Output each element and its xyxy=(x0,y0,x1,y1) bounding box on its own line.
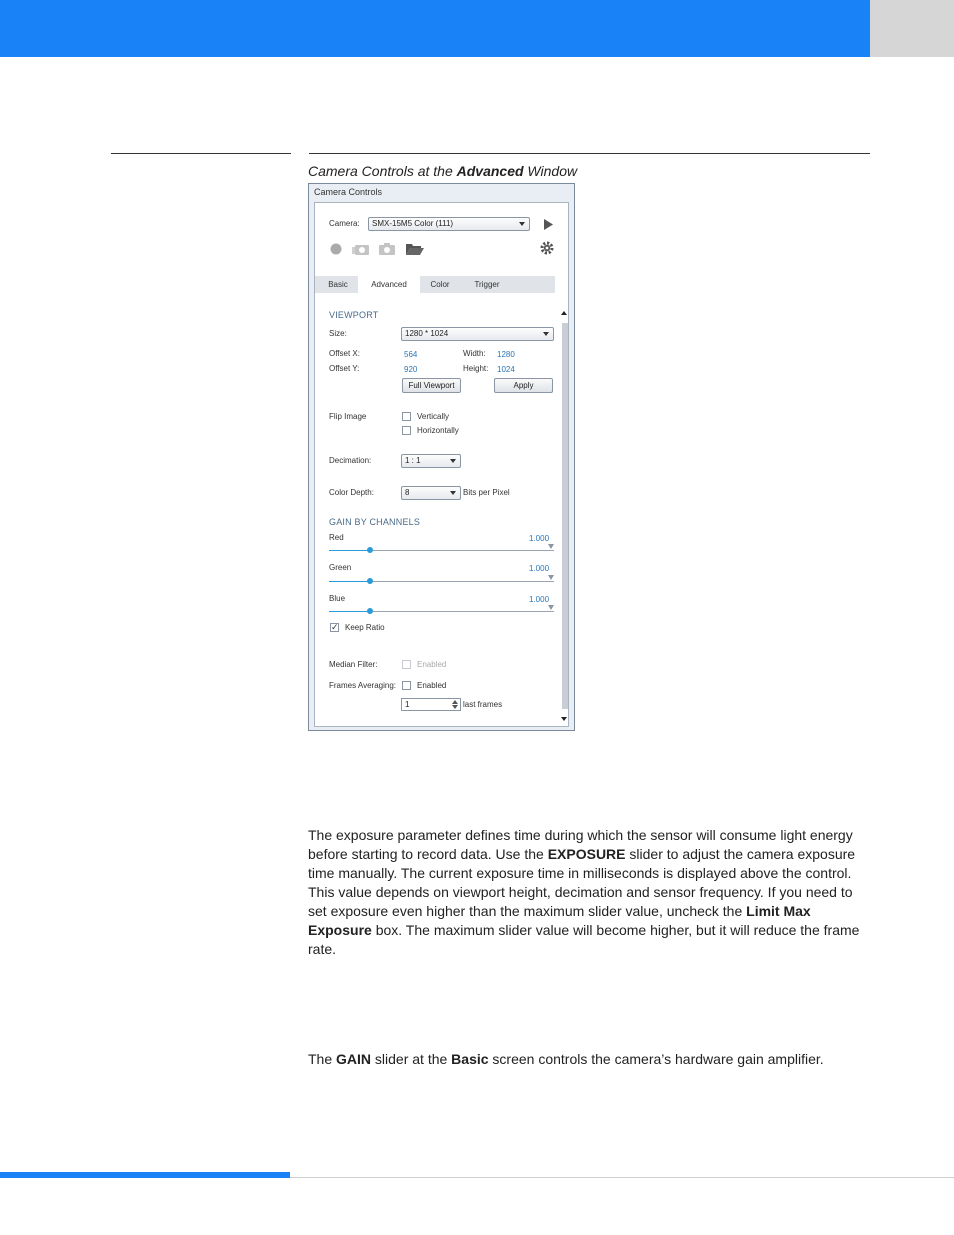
gain-blue-knob[interactable] xyxy=(367,608,373,614)
gear-icon[interactable] xyxy=(540,241,554,255)
color-depth-unit: Bits per Pixel xyxy=(463,488,510,497)
tab-advanced[interactable]: Advanced xyxy=(358,276,420,293)
tab-basic[interactable]: Basic xyxy=(328,280,348,289)
burst-camera-icon[interactable] xyxy=(352,242,370,256)
frames-averaging-enabled-label: Enabled xyxy=(417,681,447,690)
play-icon[interactable] xyxy=(544,219,553,230)
chevron-down-icon xyxy=(543,332,549,336)
color-depth-label: Color Depth: xyxy=(329,488,374,497)
window-content xyxy=(314,202,569,727)
frames-averaging-label: Frames Averaging: xyxy=(329,681,396,690)
gain-green-value[interactable]: 1.000 xyxy=(529,564,550,573)
flip-image-label: Flip Image xyxy=(329,412,367,421)
gain-red-label: Red xyxy=(329,533,344,542)
decimation-label: Decimation: xyxy=(329,456,372,465)
scrollbar-thumb[interactable] xyxy=(562,323,568,709)
chevron-down-icon xyxy=(519,222,525,226)
height-value[interactable]: 1024 xyxy=(497,365,515,374)
camera-label: Camera: xyxy=(329,219,360,228)
spin-arrows-icon[interactable] xyxy=(452,700,458,709)
frames-count-stepper[interactable]: 1 xyxy=(401,698,461,711)
camera-controls-window xyxy=(308,183,575,731)
chevron-down-icon xyxy=(450,459,456,463)
gain-red-knob[interactable] xyxy=(367,547,373,553)
section-rule-right xyxy=(309,153,870,154)
offset-x-label: Offset X: xyxy=(329,349,360,358)
section-rule-left xyxy=(111,153,291,154)
keep-ratio-label: Keep Ratio xyxy=(345,623,385,632)
frames-unit-label: last frames xyxy=(463,700,503,709)
gain-green-label: Green xyxy=(329,563,352,572)
footer-rule xyxy=(290,1177,954,1178)
decimation-select[interactable]: 1 : 1 xyxy=(401,454,461,468)
gain-green-fill xyxy=(329,581,370,582)
gain-red-fill xyxy=(329,550,370,551)
slider-max-marker xyxy=(548,575,554,580)
flip-vertically-label: Vertically xyxy=(417,412,450,421)
median-filter-label: Median Filter: xyxy=(329,660,378,669)
header-bar xyxy=(0,0,870,57)
offset-y-value[interactable]: 920 xyxy=(404,365,418,374)
width-value[interactable]: 1280 xyxy=(497,350,515,359)
figure-caption: Camera Controls at the Advanced Window xyxy=(308,163,578,179)
keep-ratio-checkbox[interactable] xyxy=(330,623,339,632)
camera-icon[interactable] xyxy=(379,242,395,256)
size-select[interactable]: 1280 * 1024 xyxy=(401,327,554,341)
tab-trigger[interactable]: Trigger xyxy=(474,280,500,289)
camera-select[interactable]: SMX-15M5 Color (111) xyxy=(368,217,530,231)
folder-open-icon[interactable] xyxy=(406,243,424,255)
height-label: Height: xyxy=(463,364,489,373)
checkmark-icon: ✓ xyxy=(331,622,339,632)
tab-color[interactable]: Color xyxy=(430,280,450,289)
full-viewport-button[interactable]: Full Viewport xyxy=(402,378,461,393)
offset-y-label: Offset Y: xyxy=(329,364,360,373)
slider-max-marker xyxy=(548,605,554,610)
median-filter-enabled-label: Enabled xyxy=(417,660,447,669)
flip-horizontally-checkbox[interactable] xyxy=(402,426,411,435)
scroll-up-icon[interactable] xyxy=(561,311,567,315)
gain-heading: GAIN BY CHANNELS xyxy=(329,517,421,527)
offset-x-value[interactable]: 564 xyxy=(404,350,418,359)
tab-bar xyxy=(315,276,555,293)
size-label: Size: xyxy=(329,329,347,338)
header-tab xyxy=(870,0,954,57)
frames-averaging-checkbox[interactable] xyxy=(402,681,411,690)
footer-bar xyxy=(0,1172,290,1178)
viewport-heading: VIEWPORT xyxy=(329,310,379,320)
color-depth-select[interactable]: 8 xyxy=(401,486,461,500)
gain-paragraph: The GAIN slider at the Basic screen controls the camera’s hardware gain amplifier. xyxy=(308,1051,824,1067)
scroll-down-icon[interactable] xyxy=(561,717,567,721)
gain-blue-value[interactable]: 1.000 xyxy=(529,595,550,604)
width-label: Width: xyxy=(463,349,486,358)
flip-horizontally-label: Horizontally xyxy=(417,426,459,435)
gain-green-knob[interactable] xyxy=(367,578,373,584)
gain-blue-label: Blue xyxy=(329,594,346,603)
median-filter-checkbox[interactable] xyxy=(402,660,411,669)
record-icon[interactable] xyxy=(330,243,342,255)
gain-blue-fill xyxy=(329,611,370,612)
chevron-down-icon xyxy=(450,491,456,495)
exposure-paragraph: The exposure parameter defines time during which the sensor will consume light energy before starting to record data. Use the EXPOSURE slider to adjust the camera exposure time manually. The current exposure time in milliseconds is displayed above the control. This value depends on viewport height, decimation and sensor frequency. If you need to set exposure even higher than the maximum slider value, uncheck the Limit Max Exposure box. The maximum slider value will become higher, but it will reduce the frame rate. xyxy=(308,827,860,957)
apply-button[interactable]: Apply xyxy=(494,378,553,393)
slider-max-marker xyxy=(548,544,554,549)
flip-vertically-checkbox[interactable] xyxy=(402,412,411,421)
gain-red-value[interactable]: 1.000 xyxy=(529,534,550,543)
window-title: Camera Controls xyxy=(314,187,383,197)
